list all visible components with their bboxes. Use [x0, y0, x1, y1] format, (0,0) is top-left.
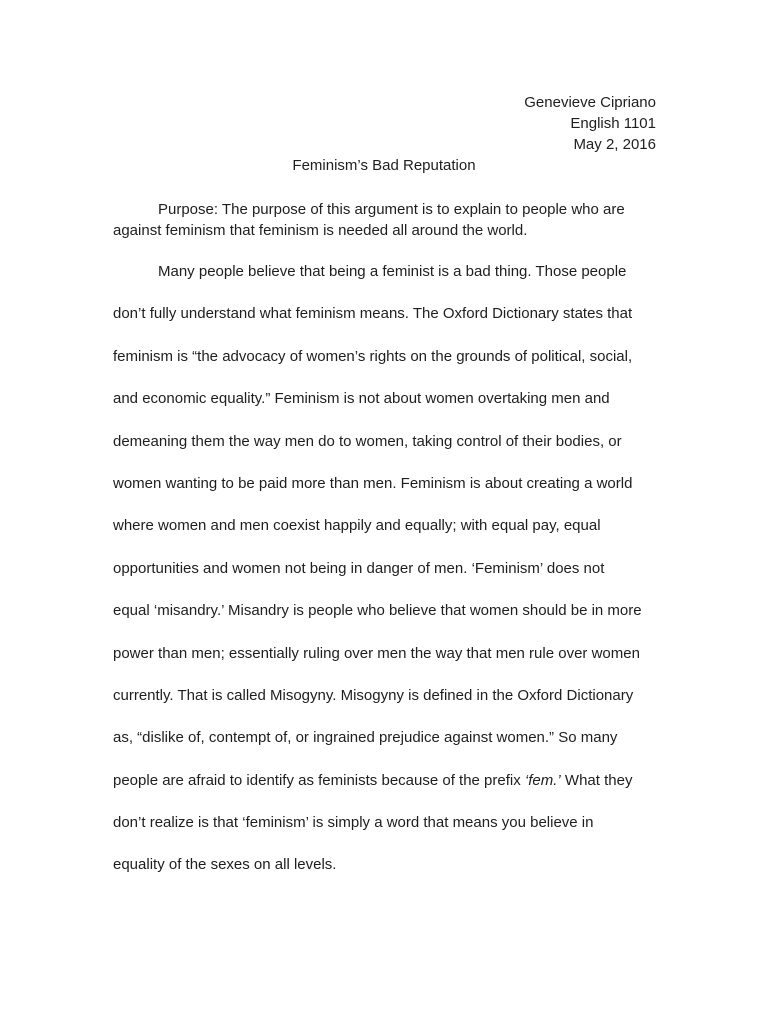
body-line: equal ‘misandry.’ Misandry is people who believe that women should be in more — [113, 602, 642, 620]
body-line: women wanting to be paid more than men. Feminism is about creating a world — [113, 474, 633, 492]
body-line: power than men; essentially ruling over men the way that men rule over women — [113, 644, 640, 662]
body-line-with-italic — [113, 769, 658, 811]
body-line: as, “dislike of, contempt of, or ingrained prejudice against women.” So many — [113, 729, 618, 747]
body-line: don’t fully understand what feminism means. The Oxford Dictionary states that — [113, 305, 633, 323]
italic-term: ‘fem.’ — [524, 771, 561, 789]
body-line: equality of the sexes on all levels. — [113, 856, 337, 874]
body-line: demeaning them the way men do to women, taking control of their bodies, or — [113, 432, 622, 450]
header-block — [524, 92, 656, 155]
body-line-end: What they — [560, 771, 633, 789]
body-paragraph — [113, 260, 658, 896]
body-line-start: people are afraid to identify as feminists because of the prefix — [113, 771, 521, 789]
body-line: feminism is “the advocacy of women’s rights on the grounds of political, social, — [113, 347, 633, 365]
body-line: currently. That is called Misogyny. Misogyny is defined in the Oxford Dictionary — [113, 686, 634, 704]
body-line: where women and men coexist happily and equally; with equal pay, equal — [113, 517, 601, 535]
author-name: Genevieve Cipriano — [524, 94, 656, 111]
body-line: Many people believe that being a feminist is a bad thing. Those people — [158, 263, 627, 280]
body-line: don’t realize is that ‘feminism’ is simply a word that means you believe in — [113, 814, 594, 832]
purpose-paragraph: Purpose: The purpose of this argument is to explain to people who are against feminism that feminism is needed all around the world. — [113, 201, 625, 239]
body-line: opportunities and women not being in danger of men. ‘Feminism’ does not — [113, 559, 605, 577]
body-line: and economic equality.” Feminism is not about women overtaking men and — [113, 390, 610, 408]
document-date: May 2, 2016 — [573, 136, 656, 153]
document-title: Feminism’s Bad Reputation — [292, 157, 476, 174]
course-name: English 1101 — [570, 115, 656, 132]
